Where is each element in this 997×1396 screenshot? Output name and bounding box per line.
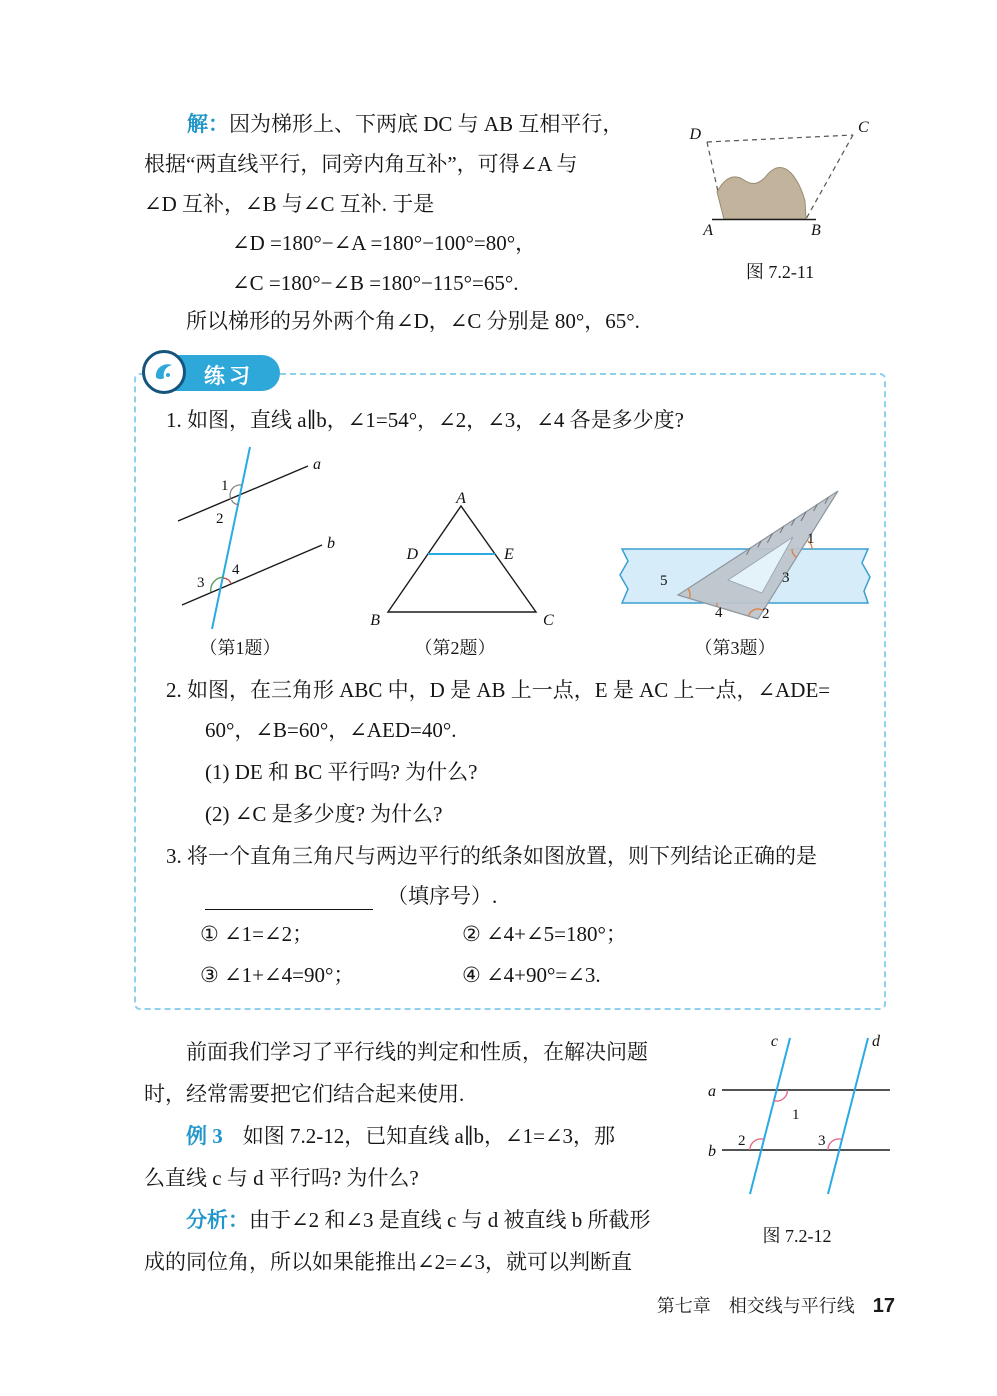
figure-problem-1	[170, 443, 345, 633]
question-3-option-4: ④ ∠4+90°=∠3.	[462, 963, 601, 987]
angle-label-4: 4	[715, 605, 723, 621]
analysis-line-1: 分析：由于∠2 和∠3 是直线 c 与 d 被直线 b 所截形	[186, 1208, 651, 1232]
figure-2-caption: （第2题）	[414, 638, 496, 658]
transversal-line	[212, 447, 250, 629]
point-label-C: C	[858, 119, 869, 136]
angle-2-arc	[232, 500, 239, 505]
analysis-line-2: 成的同位角，所以如果能推出∠2=∠3，就可以判断直	[144, 1250, 633, 1274]
chapter-title: 第七章 相交线与平行线	[656, 1296, 855, 1316]
example-3-line-1: 例 3 如图 7.2-12，已知直线 a∥b，∠1=∠3，那	[186, 1124, 616, 1148]
point-label-A: A	[703, 222, 713, 239]
figure-7-2-12-caption: 图 7.2-12	[762, 1226, 832, 1246]
example-3-line-2: 么直线 c 与 d 平行吗? 为什么?	[144, 1166, 419, 1190]
practice-badge	[150, 355, 280, 391]
point-label-E: E	[504, 546, 514, 563]
question-3-option-2: ② ∠4+∠5=180°；	[462, 922, 627, 946]
label-a: a	[313, 456, 321, 473]
angle-4-arc	[223, 578, 231, 584]
angle-label-5: 5	[660, 573, 668, 589]
line-d	[828, 1038, 868, 1194]
figure-7-2-11-caption: 图 7.2-11	[745, 262, 815, 282]
angle-label-1: 1	[807, 531, 815, 547]
trapezoid-top-dashed	[707, 135, 853, 142]
solution-line-2: 根据“两直线平行，同旁内角互补”，可得∠A 与	[144, 152, 578, 176]
label-b: b	[327, 535, 335, 552]
page-number: 17	[872, 1295, 895, 1317]
angle-label-3: 3	[197, 575, 205, 591]
figure-trapezoid-7-2-11	[683, 112, 878, 240]
point-label-B: B	[370, 612, 380, 629]
question-2-line-1: 2. 如图，在三角形 ABC 中，D 是 AB 上一点，E 是 AC 上一点，∠ADE=	[166, 678, 831, 702]
exercise-icon	[142, 350, 186, 394]
solution-line-1: 解：因为梯形上、下两底 DC 与 AB 互相平行，	[187, 112, 624, 136]
question-3-line-1: 3. 将一个直角三角尺与两边平行的纸条如图放置，则下列结论正确的是	[166, 844, 817, 868]
angle-label-3: 3	[782, 570, 790, 586]
angle-label-4: 4	[232, 562, 240, 578]
label-b: b	[708, 1143, 716, 1160]
point-label-A: A	[456, 490, 466, 507]
line-a	[178, 466, 308, 521]
question-1-text: 1. 如图，直线 a∥b，∠1=54°，∠2，∠3，∠4 各是多少度?	[166, 408, 684, 432]
question-3-option-1: ① ∠1=∠2；	[200, 922, 314, 946]
angle-label-2: 2	[216, 511, 224, 527]
point-label-C: C	[543, 612, 554, 629]
figure-7-2-12	[702, 1032, 897, 1212]
angle-label-1: 1	[221, 478, 229, 494]
line-c	[750, 1038, 790, 1194]
solution-equation-1: ∠D =180°−∠A =180°−100°=80°，	[232, 231, 537, 255]
analysis-label: 分析：	[186, 1208, 249, 1232]
angle-label-3: 3	[818, 1133, 826, 1149]
question-2-line-2: 60°，∠B=60°，∠AED=40°.	[205, 718, 457, 742]
figure-1-caption: （第1题）	[199, 638, 281, 658]
figure-problem-2	[358, 492, 568, 627]
question-2-sub-2: (2) ∠C 是多少度? 为什么?	[205, 802, 443, 826]
page-footer	[420, 1292, 895, 1318]
angle-label-2: 2	[762, 606, 770, 622]
label-c: c	[770, 1033, 778, 1050]
solution-line-3: ∠D 互补，∠B 与∠C 互补. 于是	[144, 192, 435, 216]
answer-blank	[205, 887, 373, 910]
example-3-label: 例 3	[186, 1124, 223, 1148]
question-3-option-3: ③ ∠1+∠4=90°；	[200, 963, 355, 987]
trapezoid-right-dashed	[806, 135, 853, 219]
label-a: a	[708, 1083, 716, 1100]
point-label-B: B	[811, 222, 821, 239]
solution-label: 解：	[187, 112, 229, 136]
question-2-sub-1: (1) DE 和 BC 平行吗? 为什么?	[205, 760, 478, 784]
solution-conclusion: 所以梯形的另外两个角∠D，∠C 分别是 80°，65°.	[186, 309, 640, 333]
paragraph-line-1: 前面我们学习了平行线的判定和性质，在解决问题	[186, 1040, 648, 1064]
broken-piece-shape	[717, 167, 806, 219]
figure-3-caption: （第3题）	[694, 638, 776, 658]
label-d: d	[872, 1033, 880, 1050]
angle-label-1: 1	[792, 1107, 800, 1123]
point-label-D: D	[689, 126, 701, 143]
paragraph-line-2: 时，经常需要把它们结合起来使用.	[144, 1082, 465, 1106]
angle-label-2: 2	[738, 1133, 746, 1149]
solution-equation-2: ∠C =180°−∠B =180°−115°=65°.	[232, 271, 519, 295]
figure-problem-3	[610, 477, 880, 627]
fill-order-hint: （填序号）.	[387, 884, 498, 908]
point-label-D: D	[406, 546, 418, 563]
question-3-blank-row	[205, 882, 497, 910]
practice-badge-label: 练习	[204, 365, 254, 388]
